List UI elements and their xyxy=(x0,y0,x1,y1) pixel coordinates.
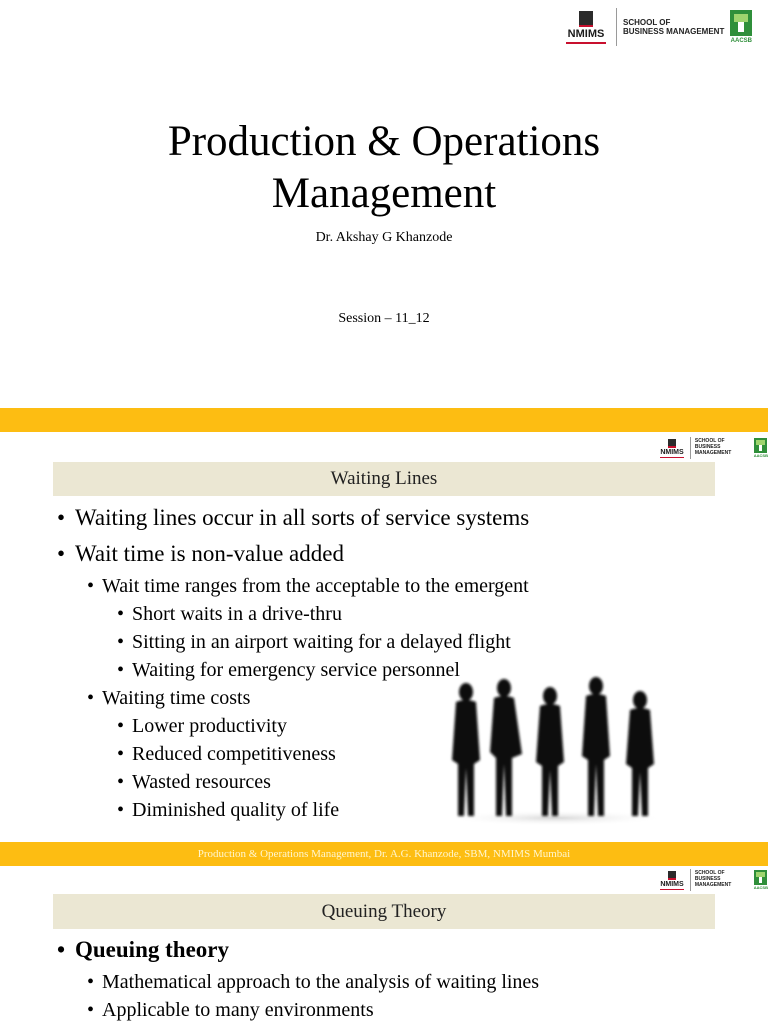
bullet-item: • Waiting time costs xyxy=(87,684,529,712)
nmims-logo xyxy=(660,439,684,458)
nmims-wordmark: NMIMS xyxy=(660,448,684,456)
aacsb-logo-icon xyxy=(754,870,767,885)
person-silhouette xyxy=(452,683,480,816)
bullet-item: • Wait time ranges from the acceptable to the emergent xyxy=(87,572,529,600)
logo-divider xyxy=(616,8,617,46)
school-name-line1: SCHOOL OF xyxy=(623,17,671,27)
school-name xyxy=(695,871,751,888)
logo-divider xyxy=(690,437,691,459)
bullet-item: • Sitting in an airport waiting for a delayed flight xyxy=(117,628,529,656)
bullet-item: • Queuing theory xyxy=(57,932,539,968)
school-name-line2: BUSINESS MANAGEMENT xyxy=(694,444,732,456)
bullet-item: • Reduced competitiveness xyxy=(117,740,529,768)
slide-footer-band xyxy=(0,842,768,866)
bullet-item: • Diminished quality of life xyxy=(117,796,529,824)
aacsb-logo xyxy=(754,438,768,458)
author-name: Dr. Akshay G Khanzode xyxy=(315,230,453,245)
queuing-theory-bullet-list xyxy=(57,932,539,1024)
slide-title-waiting-lines: Waiting Lines xyxy=(53,462,715,496)
nmims-crest-icon xyxy=(668,439,676,448)
bullet-item: • Waiting lines occur in all sorts of service systems xyxy=(57,500,529,536)
nmims-underline xyxy=(660,889,684,890)
school-logo xyxy=(566,6,752,48)
nmims-underline xyxy=(660,457,684,458)
aacsb-logo xyxy=(730,10,752,44)
aacsb-wordmark: AACSB xyxy=(730,38,753,44)
slide-title-queuing-theory: Queuing Theory xyxy=(53,894,715,929)
bullet-item: • Wait time is non-value added xyxy=(57,536,529,572)
aacsb-wordmark: AACSB xyxy=(753,453,768,458)
nmims-underline xyxy=(566,42,606,44)
title-line2: Management xyxy=(271,170,497,217)
nmims-wordmark: NMIMS xyxy=(567,27,605,40)
nmims-crest-icon xyxy=(668,871,676,880)
person-silhouette xyxy=(536,687,564,816)
logo-divider xyxy=(690,869,691,891)
school-name-line2: BUSINESS MANAGEMENT xyxy=(623,27,725,36)
title-line1: Production & Operations xyxy=(167,118,601,165)
bullet-item: • Lower productivity xyxy=(117,712,529,740)
aacsb-logo-icon xyxy=(754,438,767,453)
nmims-logo xyxy=(660,871,684,890)
person-silhouette xyxy=(582,677,610,816)
school-logo-small xyxy=(660,435,768,461)
school-name xyxy=(695,439,751,456)
slide-footer-text: Production & Operations Management, Dr. A.G. Khanzode, SBM, NMIMS Mumbai xyxy=(197,848,571,860)
slide-separator-band xyxy=(0,408,768,432)
nmims-logo xyxy=(566,11,606,44)
bullet-item: • Short waits in a drive-thru xyxy=(117,600,529,628)
bullet-item: • Mathematical approach to the analysis of waiting lines xyxy=(87,968,539,996)
school-name-line2: BUSINESS MANAGEMENT xyxy=(694,876,732,888)
bullet-item: • Applicable to many environments xyxy=(87,996,539,1024)
school-name-line1: SCHOOL OF xyxy=(694,438,725,445)
queue-silhouettes-icon xyxy=(444,668,668,828)
school-name-line1: SCHOOL OF xyxy=(694,870,725,877)
nmims-crest-icon xyxy=(579,11,593,27)
bullet-item: • Waiting for emergency service personnel xyxy=(117,656,529,684)
aacsb-wordmark: AACSB xyxy=(753,885,768,890)
person-silhouette xyxy=(626,691,654,816)
aacsb-logo xyxy=(754,870,768,890)
person-silhouette xyxy=(490,679,522,816)
presentation-title xyxy=(0,116,768,220)
school-logo-small xyxy=(660,867,768,893)
bullet-item: • Wasted resources xyxy=(117,768,529,796)
school-name xyxy=(623,18,724,36)
aacsb-logo-icon xyxy=(730,10,752,36)
nmims-wordmark: NMIMS xyxy=(660,880,684,888)
session-label: Session – 11_12 xyxy=(338,311,430,326)
